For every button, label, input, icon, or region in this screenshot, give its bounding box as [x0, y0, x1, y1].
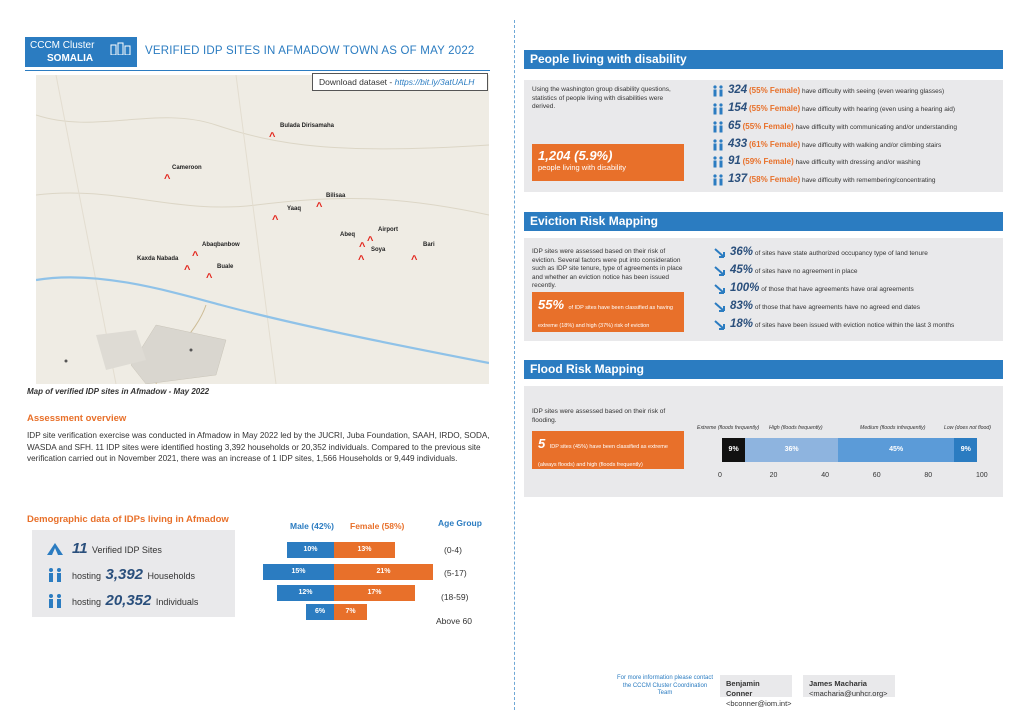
disability-item	[711, 102, 955, 115]
disability-count: 324	[728, 84, 748, 96]
female-header: Female (58%)	[350, 521, 405, 531]
family-icon	[46, 567, 64, 583]
disability-item	[711, 155, 920, 168]
eviction-item	[713, 246, 928, 259]
family-icon	[46, 593, 64, 609]
eviction-intro: IDP sites were assessed based on their risk of eviction. Several factors were put into consideration such as IDP site tenure, type of agreements in place and whether an eviction notice has been issued recently.	[532, 248, 683, 289]
eviction-pct: 100%	[730, 282, 760, 294]
site-marker-icon: ^	[269, 131, 276, 143]
sites-row	[46, 540, 162, 558]
site-marker-icon: ^	[411, 254, 418, 266]
eviction-pct: 18%	[730, 318, 754, 330]
disability-total-box	[532, 144, 684, 181]
contact-email[interactable]: <bconner@iom.int>	[726, 699, 792, 708]
flood-bar-segment: 36%	[745, 438, 838, 462]
site-label: Bilisaa	[326, 193, 346, 199]
demographics-heading: Demographic data of IDPs living in Afmadow	[27, 514, 229, 525]
eviction-arrow-icon	[713, 247, 727, 259]
flood-axis-tick: 80	[924, 472, 933, 479]
flood-intro: IDP sites were assessed based on their risk of flooding.	[532, 408, 666, 424]
pyramid-male-bar: 10%	[287, 542, 334, 558]
eviction-desc: of sites have been issued with eviction notice within the last 3 months	[754, 322, 955, 329]
disability-count: 154	[728, 102, 748, 114]
page-title: VERIFIED IDP SITES IN AFMADOW TOWN AS OF MAY 2022	[145, 45, 475, 57]
assessment-heading: Assessment overview	[27, 413, 127, 424]
contact-text: For more information please contact the CCCM Cluster Coordination Team	[616, 675, 714, 696]
eviction-pct: 83%	[730, 300, 754, 312]
flood-axis-tick: 100	[976, 472, 988, 479]
eviction-arrow-icon	[713, 265, 727, 277]
download-dataset-link[interactable]	[312, 73, 488, 91]
flood-bar-segment: 45%	[838, 438, 954, 462]
flood-bar-segment: 9%	[954, 438, 977, 462]
pyramid-female-bar: 21%	[334, 564, 433, 580]
eviction-arrow-icon	[713, 319, 727, 331]
site-marker-icon: ^	[359, 241, 366, 253]
disability-female-pct: (55% Female)	[749, 104, 801, 113]
contact-email[interactable]: <macharia@unhcr.org>	[809, 689, 888, 698]
disability-female-pct: (61% Female)	[749, 140, 801, 149]
sites-value: 11	[72, 540, 88, 557]
individuals-value: 20,352	[105, 592, 152, 609]
households-prefix: hosting	[72, 571, 102, 581]
site-label: Abeq	[340, 232, 355, 238]
site-label: Bulada Dirisamaha	[280, 123, 335, 129]
disability-female-pct: (55% Female)	[749, 86, 801, 95]
age-label: (18-59)	[441, 592, 469, 602]
disability-count: 433	[728, 138, 748, 150]
eviction-item	[713, 282, 914, 295]
individuals-prefix: hosting	[72, 597, 102, 607]
people-icon	[711, 121, 725, 133]
site-label: Kaxda Nabada	[137, 256, 179, 262]
logo-line2: SOMALIA	[47, 53, 94, 64]
age-label: (0-4)	[444, 545, 462, 555]
site-label: Yaaq	[287, 206, 302, 212]
households-value: 3,392	[105, 566, 144, 583]
demographics-summary	[32, 530, 235, 617]
site-label: Cameroon	[172, 165, 202, 171]
households-row	[46, 566, 195, 584]
pyramid-male-bar: 15%	[263, 564, 334, 580]
title-rule	[25, 70, 490, 71]
people-icon	[711, 103, 725, 115]
eviction-desc: of those that have agreements have oral agreements	[761, 286, 914, 293]
cccm-logo	[25, 37, 137, 67]
eviction-arrow-icon	[713, 283, 727, 295]
eviction-highlight-num: 55%	[538, 297, 565, 312]
disability-desc: have difficulty with hearing (even using a hearing aid)	[801, 106, 956, 113]
eviction-desc: of those that have agreements have no agreed end dates	[754, 304, 920, 311]
contact-card	[803, 675, 895, 697]
disability-item	[711, 138, 941, 151]
flood-category-label: Extreme (floods frequently)	[697, 425, 760, 431]
disability-female-pct: (59% Female)	[742, 157, 794, 166]
people-icon	[711, 174, 725, 186]
sites-label: Verified IDP Sites	[92, 545, 162, 555]
disability-item	[711, 173, 936, 186]
flood-category-label: Medium (floods infrequently)	[860, 425, 926, 431]
logo-icon	[110, 41, 132, 55]
flood-highlight-box	[532, 431, 684, 469]
flood-axis-tick: 0	[718, 472, 722, 479]
disability-count: 91	[728, 155, 741, 167]
map-caption: Map of verified IDP sites in Afmadow - May 2022	[27, 387, 210, 396]
eviction-item	[713, 264, 857, 277]
individuals-label: Individuals	[155, 597, 199, 607]
age-label: Above 60	[436, 616, 472, 626]
disability-item	[711, 120, 957, 133]
eviction-item	[713, 318, 954, 331]
logo-line1: CCCM Cluster	[30, 40, 95, 51]
disability-desc: have difficulty with communicating and/or understanding	[795, 124, 957, 131]
age-label: (5-17)	[444, 568, 467, 578]
disability-female-pct: (55% Female)	[742, 122, 794, 131]
map	[36, 75, 489, 384]
people-icon	[711, 139, 725, 151]
eviction-item	[713, 300, 920, 313]
pyramid-male-bar: 6%	[306, 604, 334, 620]
site-label: Soya	[371, 247, 386, 253]
disability-desc: have difficulty with dressing and/or washing	[795, 159, 921, 166]
flood-category-label: Low (does not flood)	[944, 425, 992, 431]
disability-item	[711, 84, 944, 97]
site-label: Airport	[378, 227, 398, 233]
flood-axis-tick: 60	[872, 472, 881, 479]
disability-intro: Using the washington group disability questions, statistics of people living with disabilities were derived.	[532, 86, 671, 110]
site-marker-icon: ^	[184, 264, 191, 276]
people-icon	[711, 85, 725, 97]
site-marker-icon: ^	[272, 214, 279, 226]
site-label: Abaqbanbow	[202, 242, 240, 248]
flood-heading: Flood Risk Mapping	[524, 360, 1003, 379]
site-marker-icon: ^	[358, 254, 365, 266]
contact-name: James Macharia	[809, 679, 867, 688]
eviction-desc: of sites have no agreement in place	[754, 268, 858, 275]
site-label: Buale	[217, 264, 234, 270]
flood-highlight-num: 5	[538, 436, 546, 451]
site-marker-icon: ^	[206, 272, 213, 284]
tent-icon	[46, 542, 64, 556]
disability-heading: People living with disability	[524, 50, 1003, 69]
disability-desc: have difficulty with walking and/or climbing stairs	[801, 142, 942, 149]
eviction-heading: Eviction Risk Mapping	[524, 212, 1003, 231]
pyramid-female-bar: 7%	[334, 604, 367, 620]
map-background	[36, 75, 489, 384]
disability-count: 65	[728, 120, 741, 132]
site-marker-icon: ^	[316, 201, 323, 213]
eviction-desc: of sites have state authorized occupancy type of land tenure	[754, 250, 928, 257]
eviction-pct: 36%	[730, 246, 754, 258]
flood-axis-tick: 20	[769, 472, 778, 479]
disability-total-label: people living with disability	[538, 163, 626, 172]
flood-axis-tick: 40	[821, 472, 829, 479]
contact-card	[720, 675, 792, 708]
site-marker-icon: ^	[367, 235, 374, 247]
site-marker-icon: ^	[192, 250, 199, 262]
disability-desc: have difficulty with remembering/concentrating	[801, 177, 936, 184]
pyramid-female-bar: 17%	[334, 585, 415, 601]
flood-category-label: High (floods frequently)	[769, 425, 823, 431]
individuals-row	[46, 592, 198, 610]
male-header: Male (42%)	[290, 521, 334, 531]
eviction-arrow-icon	[713, 301, 727, 313]
download-label: Download dataset -	[319, 77, 395, 87]
pyramid-male-bar: 12%	[277, 585, 334, 601]
disability-count: 137	[728, 173, 748, 185]
flood-bar-segment: 9%	[722, 438, 745, 462]
site-label: Bari	[423, 242, 435, 248]
people-icon	[711, 156, 725, 168]
site-marker-icon: ^	[164, 173, 171, 185]
eviction-highlight-text: of IDP sites have been classified as having extreme (18%) and high (37%) risk of eviction	[538, 305, 673, 329]
pyramid-female-bar: 13%	[334, 542, 395, 558]
eviction-pct: 45%	[730, 264, 754, 276]
households-label: Households	[147, 571, 196, 581]
download-url[interactable]: https://bit.ly/3atUALH	[394, 77, 475, 87]
assessment-text: IDP site verification exercise was conducted in Afmadow in May 2022 led by the JUCRI, Juba Foundation, SAAH, IRDO, SODA, WASDA and SFH. 11 IDP sites were identified hosting 3,392 households or 20,352 individuals. Compared to the previous site verification carried out in November 2021, there was an increase of 1 IDP sites, 1,566 Households or 9,449 individuals.	[27, 431, 490, 463]
eviction-highlight-box	[532, 292, 684, 332]
disability-total: 1,204 (5.9%)	[538, 148, 613, 163]
contact-name: Benjamin Conner	[726, 679, 760, 698]
flood-highlight-text: IDP sites (45%) have been classified as extreme (always floods) and high (floods frequently)	[538, 444, 668, 468]
age-group-header: Age Group	[438, 518, 482, 528]
disability-female-pct: (58% Female)	[749, 175, 801, 184]
disability-desc: have difficulty with seeing (even wearing glasses)	[801, 88, 945, 95]
column-divider	[514, 20, 515, 710]
